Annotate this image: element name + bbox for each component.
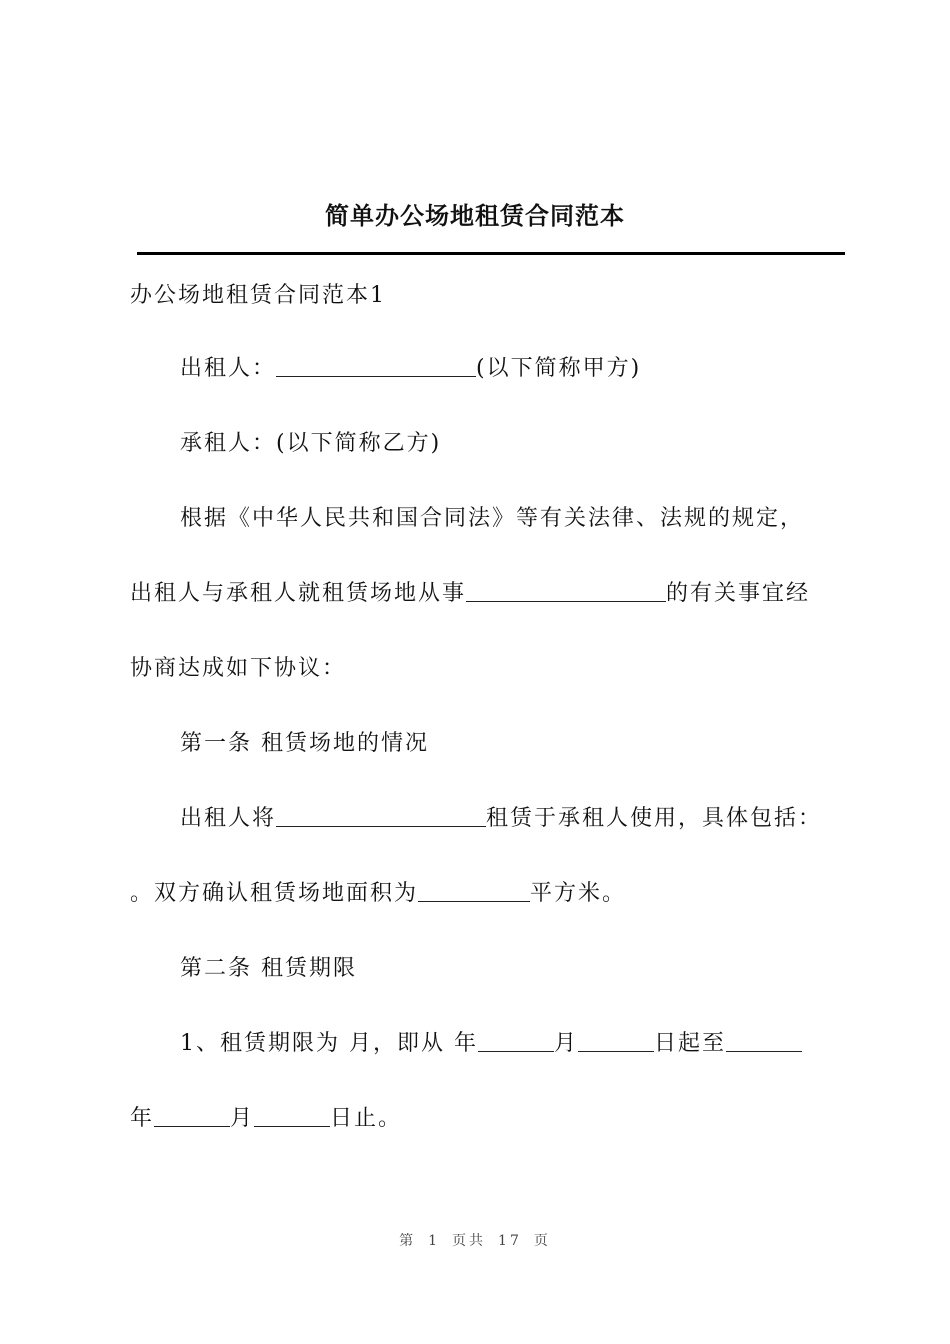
article-1-line-2-end: 平方米。 xyxy=(530,881,627,906)
footer-suffix: 页 xyxy=(533,1233,551,1249)
page-footer xyxy=(0,1230,950,1250)
basis-line-1: 根据《中华人民共和国合同法》等有关法律、法规的规定， xyxy=(180,506,805,531)
lessee-line: 承租人：(以下简称乙方) xyxy=(180,431,442,456)
basis-line-2 xyxy=(130,579,810,609)
start-day-blank xyxy=(578,1031,654,1052)
term-line-2-year: 年 xyxy=(130,1106,155,1131)
lessor-suffix: (以下简称甲方) xyxy=(476,356,642,381)
basis-line-2-start: 出租人与承租人就租赁场地从事 xyxy=(130,581,467,606)
term-line-2 xyxy=(130,1104,402,1134)
footer-prefix: 第 xyxy=(399,1233,417,1249)
article-1-line-2-start: 。双方确认租赁场地面积为 xyxy=(130,881,419,906)
lessor-label: 出租人： xyxy=(180,356,277,381)
end-day-blank xyxy=(254,1106,330,1127)
article-1-line-2 xyxy=(130,879,626,909)
article-2-heading: 第二条 租赁期限 xyxy=(180,956,357,981)
article-1-line-1-start: 出租人将 xyxy=(180,806,277,831)
term-line-1 xyxy=(180,1029,802,1059)
term-line-2-month: 月 xyxy=(230,1106,255,1131)
end-month-blank xyxy=(154,1106,230,1127)
article-1-heading: 第一条 租赁场地的情况 xyxy=(180,731,429,756)
footer-total-pages: 17 xyxy=(498,1233,522,1249)
start-month-blank xyxy=(478,1031,554,1052)
area-blank xyxy=(418,881,530,902)
basis-line-2-end: 的有关事宜经 xyxy=(666,581,811,606)
term-line-1-until: 日起至 xyxy=(654,1031,727,1056)
document-title: 简单办公场地租赁合同范本 xyxy=(325,201,625,230)
basis-line-3: 协商达成如下协议： xyxy=(130,656,347,681)
lessor-blank xyxy=(276,356,476,377)
business-blank xyxy=(466,581,666,602)
premises-blank xyxy=(276,806,486,827)
title-divider xyxy=(137,252,845,255)
footer-page-number: 1 xyxy=(428,1233,441,1249)
lessor-line xyxy=(180,354,641,384)
term-line-1-month: 月 xyxy=(553,1031,578,1056)
footer-mid: 页共 xyxy=(452,1233,487,1249)
end-year-blank xyxy=(726,1031,802,1052)
article-1-line-1 xyxy=(180,804,822,834)
article-1-line-1-end: 租赁于承租人使用，具体包括： xyxy=(486,806,823,831)
term-line-2-end: 日止。 xyxy=(330,1106,403,1131)
term-line-1-start: 1、租赁期限为 月，即从 年 xyxy=(180,1031,478,1056)
section-heading: 办公场地租赁合同范本1 xyxy=(130,283,386,308)
